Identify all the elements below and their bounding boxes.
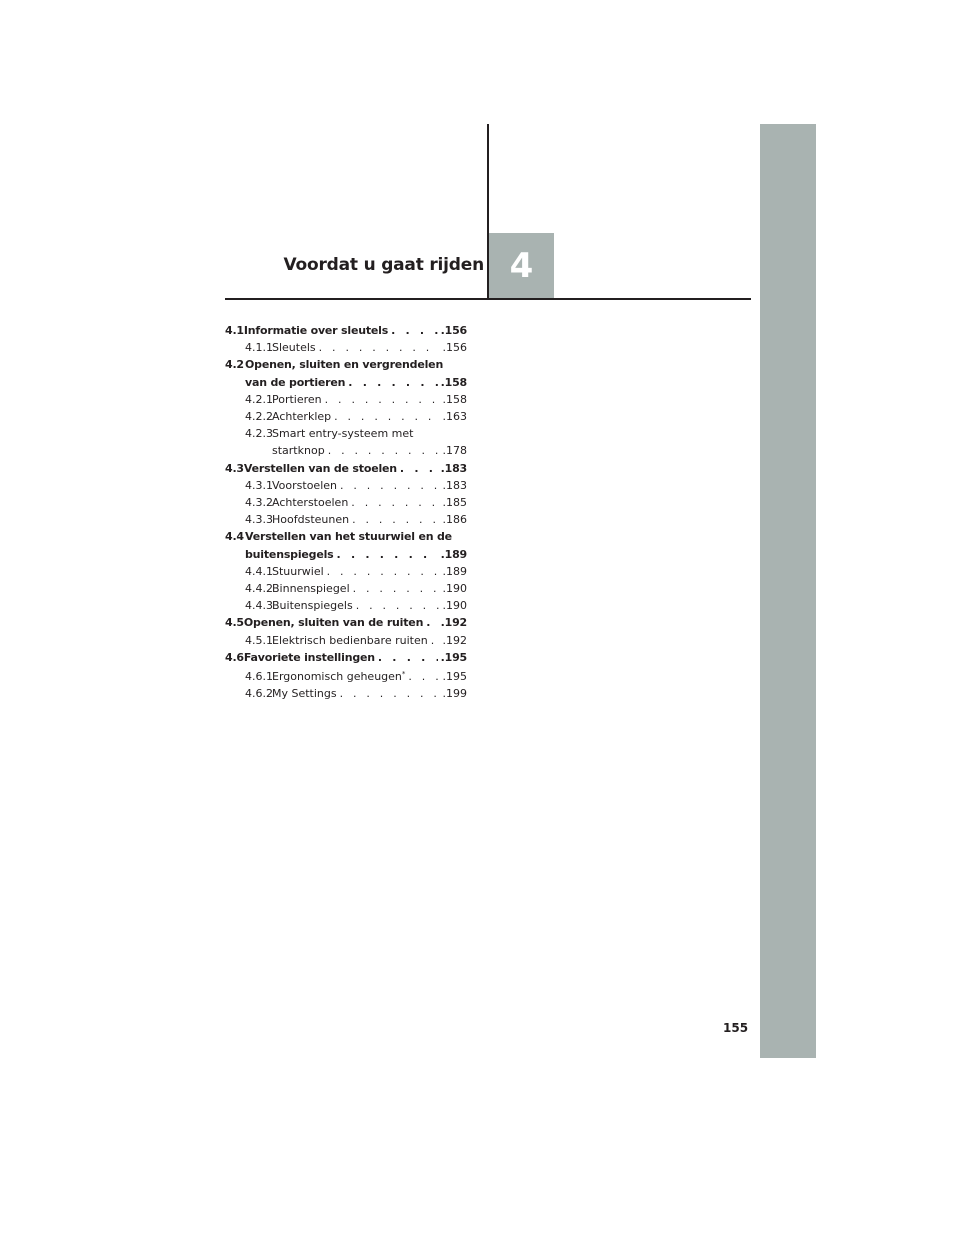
toc-entry-page: .192 — [440, 616, 467, 630]
toc-entry[interactable] — [225, 391, 467, 408]
toc-entry-page: .178 — [442, 444, 467, 458]
toc-entry-number: 4.6.1 — [245, 670, 273, 684]
toc-entry[interactable] — [225, 339, 467, 356]
toc-entry[interactable] — [225, 685, 467, 702]
toc-entry-label: My Settings — [272, 687, 337, 701]
toc-entry-page: .190 — [442, 582, 467, 596]
toc-entry[interactable] — [225, 666, 467, 685]
toc-entry-number: 4.3 — [225, 461, 244, 475]
toc-entry[interactable] — [225, 477, 467, 494]
toc-entry-number: 4.4.3 — [245, 599, 273, 613]
toc-entry[interactable] — [225, 356, 467, 373]
toc-entry-number: 4.4 — [225, 530, 244, 544]
toc-entry-label: Ergonomisch geheugen* — [272, 670, 406, 684]
toc-leader-dots — [426, 614, 437, 631]
toc-entry-label: Achterstoelen — [272, 496, 349, 510]
toc-leader-dots — [327, 563, 440, 580]
toc-entry[interactable] — [225, 494, 467, 511]
toc-entry-page: .158 — [442, 392, 467, 406]
toc-entry-number: 4.3.1 — [245, 478, 273, 492]
toc-entry-label: Openen, sluiten en vergrendelen — [245, 358, 444, 372]
chapter-title: Voordat u gaat rijden — [283, 255, 484, 275]
toc-leader-dots — [431, 632, 440, 649]
toc-entry-page: .163 — [442, 410, 467, 424]
toc-entry-page: .183 — [440, 461, 467, 475]
toc-entry-number: 4.5 — [225, 616, 244, 630]
toc-entry-label: Verstellen van de stoelen — [243, 461, 397, 475]
toc-entry-page: .156 — [442, 341, 467, 355]
toc-entry-label: Portieren — [272, 392, 322, 406]
toc-entry-label: Binnenspiegel — [272, 582, 350, 596]
toc-entry[interactable] — [225, 546, 467, 563]
toc-entry-page: .185 — [442, 496, 467, 510]
toc-leader-dots — [408, 668, 439, 685]
toc-entry[interactable] — [225, 408, 467, 425]
toc-entry-page: .186 — [442, 513, 467, 527]
toc-entry-number: 4.6.2 — [245, 687, 273, 701]
toc-entry-label: van de portieren — [245, 375, 346, 389]
toc-entry-number: 4.4.1 — [245, 564, 273, 578]
toc-entry-label: Openen, sluiten van de ruiten — [243, 616, 424, 630]
toc-entry-label: Verstellen van het stuurwiel en de — [245, 530, 452, 544]
toc-leader-dots — [356, 597, 440, 614]
toc-entry[interactable] — [225, 632, 467, 649]
toc-leader-dots — [334, 408, 439, 425]
toc-leader-dots — [391, 322, 438, 339]
header-horizontal-rule — [225, 298, 751, 300]
toc-entry-page: .189 — [440, 547, 467, 561]
toc-entry-number: 4.3.2 — [245, 496, 273, 510]
toc-leader-dots — [351, 494, 439, 511]
toc-entry[interactable] — [225, 528, 467, 545]
toc-entry-number: 4.2.1 — [245, 392, 273, 406]
toc-leader-dots — [319, 339, 440, 356]
chapter-side-tab — [760, 124, 816, 1058]
page-number: 155 — [723, 1021, 749, 1035]
toc-entry[interactable] — [225, 322, 467, 339]
toc-leader-dots — [340, 477, 440, 494]
toc-entry-number: 4.2 — [225, 358, 244, 372]
toc-entry-page: .156 — [440, 324, 467, 337]
toc-entry-label: Voorstoelen — [272, 478, 337, 492]
toc-entry[interactable] — [225, 580, 467, 597]
toc-entry-label: Smart entry-systeem met — [272, 427, 414, 441]
toc-entry[interactable] — [225, 442, 467, 459]
toc-entry-page: .190 — [442, 599, 467, 613]
toc-entry-number: 4.1.1 — [245, 341, 273, 355]
toc-entry-label: Buitenspiegels — [272, 599, 353, 613]
toc-leader-dots — [348, 374, 437, 391]
toc-leader-dots — [340, 685, 440, 702]
toc-leader-dots — [328, 442, 440, 459]
chapter-number: 4 — [509, 245, 534, 286]
toc-entry[interactable] — [225, 460, 467, 477]
toc-entry[interactable] — [225, 649, 467, 666]
toc-entry[interactable] — [225, 425, 467, 442]
footnote-marker: * — [401, 670, 406, 679]
toc-entry[interactable] — [225, 563, 467, 580]
toc-entry-label: Sleutels — [272, 341, 316, 355]
toc-entry-page: .192 — [442, 633, 467, 647]
toc-entry-number: 4.5.1 — [245, 633, 273, 647]
toc-entry-label: startknop — [272, 444, 325, 458]
toc-entry[interactable] — [225, 597, 467, 614]
toc-entry-label: Stuurwiel — [272, 564, 324, 578]
toc-entry-label: Achterklep — [272, 410, 332, 424]
toc-entry-label: Elektrisch bedienbare ruiten — [272, 633, 428, 647]
toc-entry-page: .195 — [442, 670, 467, 684]
chapter-number-box — [489, 233, 554, 298]
toc-entry-page: .183 — [442, 478, 467, 492]
toc-entry-number: 4.1 — [225, 324, 244, 337]
toc-entry-label: buitenspiegels — [245, 547, 334, 561]
toc-leader-dots — [400, 460, 438, 477]
toc-entry-label: Informatie over sleutels — [243, 324, 389, 337]
toc-entry-number: 4.3.3 — [245, 513, 273, 527]
table-of-contents — [225, 322, 467, 702]
toc-leader-dots — [337, 546, 438, 563]
toc-entry[interactable] — [225, 614, 467, 631]
toc-entry-number: 4.2.2 — [245, 410, 273, 424]
toc-entry-page: .189 — [442, 564, 467, 578]
toc-entry[interactable] — [225, 511, 467, 528]
toc-leader-dots — [378, 649, 438, 666]
toc-leader-dots — [352, 511, 439, 528]
toc-entry-number: 4.2.3 — [245, 427, 273, 441]
toc-entry-number: 4.4.2 — [245, 582, 273, 596]
toc-leader-dots — [353, 580, 440, 597]
toc-entry-label: Favoriete instellingen — [243, 650, 375, 664]
toc-entry-page: .158 — [440, 375, 467, 389]
toc-entry-page: .199 — [442, 687, 467, 701]
toc-entry[interactable] — [225, 374, 467, 391]
toc-leader-dots — [325, 391, 440, 408]
toc-entry-page: .195 — [440, 650, 467, 664]
toc-entry-label: Hoofdsteunen — [272, 513, 350, 527]
toc-entry-number: 4.6 — [225, 650, 244, 664]
